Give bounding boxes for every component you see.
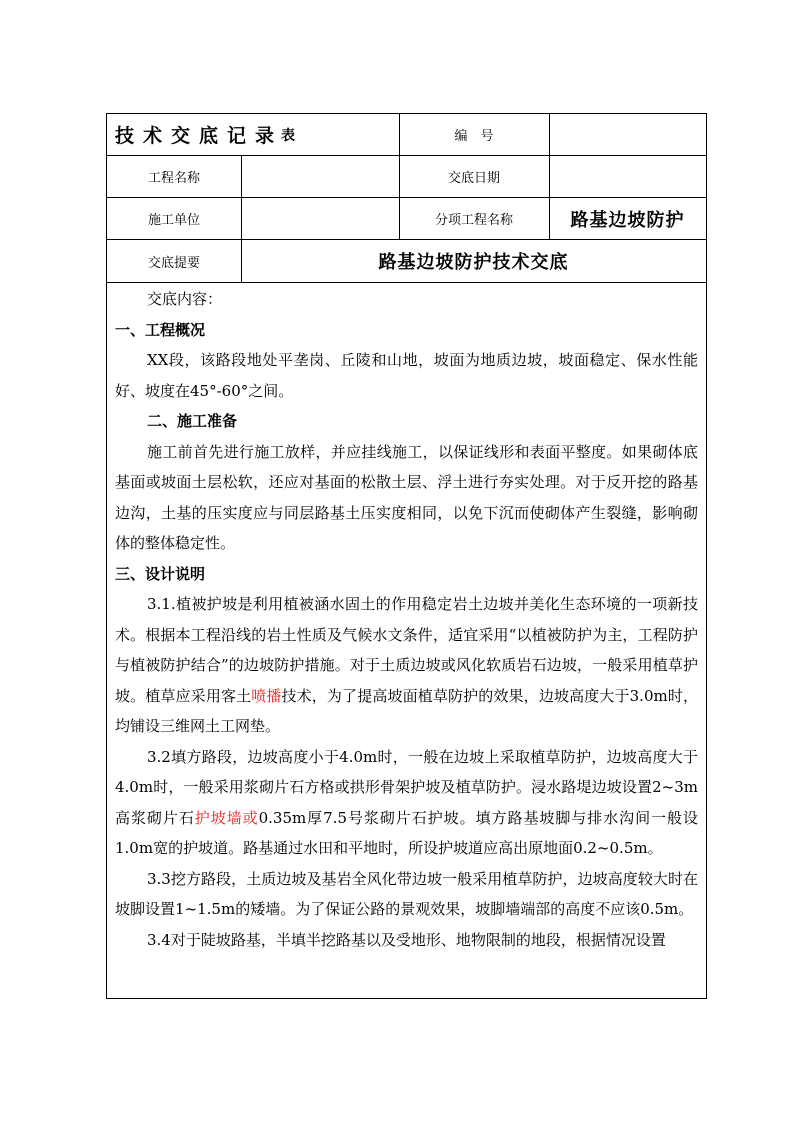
- section-heading-preparation: 二、施工准备: [147, 412, 238, 430]
- paragraph-overview: XX段，该路段地处平垄岗、丘陵和山地，坡面为地质边坡，坡面稳定、保水性能好、坡度在45°-60°之间。: [115, 351, 698, 400]
- date-value: [549, 156, 706, 197]
- paragraph-design-3-3: 3.3挖方路段，土质边坡及基岩全风化带边坡一般采用植草防护，边坡高度较大时在坡脚设置1~1.5m的矮墙。为了保证公路的景观效果，坡脚墙端部的高度不应该0.5m。: [115, 869, 698, 918]
- disclosure-content: [107, 284, 706, 955]
- highlighted-term: 喷播: [251, 686, 282, 705]
- highlighted-term: 护坡墙或: [194, 808, 259, 827]
- disclosure-form: [106, 113, 707, 999]
- subproject-value: 路基边坡防护: [570, 209, 685, 231]
- paragraph-preparation: 施工前首先进行施工放样，并应挂线施工，以保证线形和表面平整度。如果砌体底基面或坡面土层松软，还应对基面的松散土层、浮土进行夯实处理。对于反开挖的路基边沟，土基的压实度应与同层路基土压实度相同，以免下沉而使砌体产生裂缝，影响砌体的整体稳定性。: [115, 442, 698, 552]
- form-title-text: 技术交底记录: [115, 125, 284, 147]
- text-segment: 3.2填方路段，边坡高度小于4.0m时，一般在边坡上采取植草防护，边坡高度大于4.0m时，一般采用浆砌片石方格或拱形骨架护坡及植草防护。浸水路堤边坡设置2~3m高浆砌片石: [115, 747, 698, 827]
- number-label: 编 号: [454, 129, 494, 144]
- paragraph-design-3-1: [115, 589, 698, 742]
- summary-value: 路基边坡防护技术交底: [378, 252, 569, 273]
- content-intro: 交底内容：: [147, 290, 223, 308]
- date-label: 交底日期: [447, 171, 500, 186]
- unit-value: [241, 198, 399, 239]
- row-divider: [107, 282, 706, 283]
- unit-label: 施工单位: [147, 213, 200, 228]
- paragraph-design-3-2: [115, 742, 698, 864]
- paragraph-design-3-4: 3.4对于陡坡路基，半填半挖路基以及受地形、地物限制的地段，根据情况设置: [147, 930, 666, 949]
- text-segment: 3.1.植被护坡是利用植被涵水固土的作用稳定岩土边坡并美化生态环境的一项新技术。根据本工程沿线的岩土性质及气候水文条件，适宜采用“以植被防护为主，工程防护与植被防护结合”的边坡防护措施。对于土质边坡或风化软质岩石边坡，一般采用植草护坡。植草应采用客土: [115, 595, 698, 705]
- project-name-label: 工程名称: [147, 171, 200, 186]
- section-heading-overview: 一、工程概况: [115, 320, 206, 339]
- subproject-label: 分项工程名称: [434, 213, 513, 228]
- text-segment: 技术，为了提高坡面植草防护的效果，边坡高度大于3.0m时，均铺设三维网土工网垫。: [115, 686, 698, 735]
- form-title: [107, 114, 399, 155]
- summary-label: 交底提要: [147, 255, 200, 271]
- project-name-value: [241, 156, 399, 197]
- text-segment: 0.35m厚7.5号浆砌片石护坡。填方路基坡脚与排水沟间一般设1.0m宽的护坡道。路基通过水田和平地时，所设护坡道应高出原地面0.2~0.5m。: [115, 808, 698, 857]
- form-title-suffix: 表: [281, 127, 296, 144]
- number-value: [549, 114, 706, 155]
- section-heading-design: 三、设计说明: [115, 564, 206, 583]
